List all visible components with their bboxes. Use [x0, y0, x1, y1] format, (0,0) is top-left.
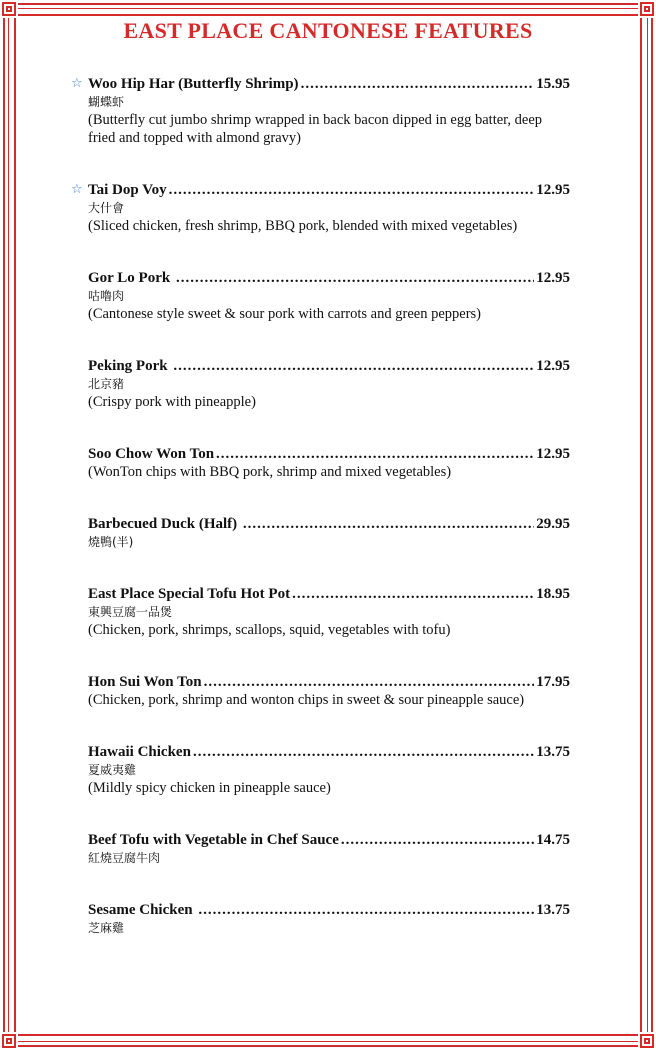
menu-item-line [88, 831, 570, 849]
menu-item-price: 13.75 [536, 902, 570, 918]
star-icon: ☆ [71, 182, 83, 197]
menu-item-chinese-name: 咕噜肉 [88, 289, 125, 303]
menu-item-line [88, 181, 570, 199]
menu-item-name: Beef Tofu with Vegetable in Chef Sauce [88, 832, 339, 848]
menu-item [88, 673, 570, 709]
menu-item-line [88, 269, 570, 287]
dot-leader [173, 357, 534, 375]
menu-item-chinese-name: 夏威夷雞 [88, 763, 137, 777]
menu-item-line [88, 357, 570, 375]
menu-item-line [88, 515, 570, 533]
menu-item-name: Gor Lo Pork [88, 270, 174, 286]
menu-item-price: 12.95 [536, 358, 570, 374]
menu-item-price: 14.75 [536, 832, 570, 848]
dot-leader [169, 181, 535, 199]
corner-ornament-bottom-right [638, 1032, 656, 1050]
dot-leader [176, 269, 534, 287]
dot-leader [198, 901, 534, 919]
menu-item-price: 17.95 [536, 674, 570, 690]
menu-item-description: (Crispy pork with pineapple) [88, 394, 256, 410]
menu-item-name: Hon Sui Won Ton [88, 674, 202, 690]
menu-item [88, 901, 570, 937]
menu-item [71, 181, 570, 235]
menu-item-description: (Cantonese style sweet & sour pork with carrots and green peppers) [88, 306, 481, 322]
menu-item-name: Peking Pork [88, 358, 172, 374]
menu-item-chinese-name: 紅燒豆腐牛肉 [88, 851, 161, 865]
menu-item-line [88, 585, 570, 603]
menu-item-chinese-name: 燒鴨(半) [88, 535, 134, 549]
menu-item-name: Woo Hip Har (Butterfly Shrimp) [88, 76, 299, 92]
menu-item-chinese-name: 蝴蝶虾 [88, 95, 125, 109]
dot-leader [292, 585, 534, 603]
menu-item-chinese-name: 大什會 [88, 201, 125, 215]
menu-item-chinese-name: 芝麻雞 [88, 921, 125, 935]
menu-item-description: (Chicken, pork, shrimp and wonton chips in sweet & sour pineapple sauce) [88, 692, 525, 708]
dot-leader [193, 743, 534, 761]
menu-item [88, 515, 570, 551]
menu-item-description: (Chicken, pork, shrimps, scallops, squid, vegetables with tofu) [88, 622, 451, 638]
menu-item-chinese-name: 東興豆腐一品煲 [88, 605, 173, 619]
menu-item-name: Hawaii Chicken [88, 744, 191, 760]
corner-ornament-top-right [638, 0, 656, 18]
dot-leader [204, 673, 535, 691]
menu-item [88, 743, 570, 797]
menu-item [88, 585, 570, 639]
menu-item-description: (Butterfly cut jumbo shrimp wrapped in back bacon dipped in egg batter, deep fried and topped with almond gravy) [88, 112, 543, 146]
menu-item-line [88, 75, 570, 93]
menu-item-price: 12.95 [536, 270, 570, 286]
menu-item-description: (Sliced chicken, fresh shrimp, BBQ pork, blended with mixed vegetables) [88, 218, 518, 234]
menu-item-line [88, 445, 570, 463]
menu-item-line [88, 743, 570, 761]
menu-item-name: East Place Special Tofu Hot Pot [88, 586, 291, 602]
menu-item-description: (Mildly spicy chicken in pineapple sauce) [88, 780, 331, 796]
dot-leader [216, 445, 534, 463]
menu-item-price: 18.95 [536, 586, 570, 602]
menu-item-description: (WonTon chips with BBQ pork, shrimp and mixed vegetables) [88, 464, 452, 480]
menu-item [88, 831, 570, 867]
dot-leader [243, 515, 534, 533]
menu-item-name: Soo Chow Won Ton [88, 446, 215, 462]
menu-item-price: 13.75 [536, 744, 570, 760]
menu-item-line [88, 673, 570, 691]
corner-ornament-top-left [0, 0, 18, 18]
menu-item-price: 15.95 [536, 76, 570, 92]
menu-item-price: 29.95 [536, 516, 570, 532]
menu-item-chinese-name: 北京豬 [88, 377, 125, 391]
menu-item-price: 12.95 [536, 446, 570, 462]
menu-list [71, 75, 570, 937]
menu-item [88, 357, 570, 411]
star-icon: ☆ [71, 76, 83, 91]
dot-leader [341, 831, 534, 849]
menu-item-line [88, 901, 570, 919]
page-title: EAST PLACE CANTONESE FEATURES [123, 18, 533, 43]
corner-ornament-bottom-left [0, 1032, 18, 1050]
dot-leader [301, 75, 535, 93]
menu-item-name: Tai Dop Voy [88, 182, 167, 198]
menu-item-name: Barbecued Duck (Half) [88, 516, 241, 532]
menu-item [88, 269, 570, 323]
menu-item-name: Sesame Chicken [88, 902, 197, 918]
menu-item [88, 445, 570, 481]
menu-item [71, 75, 570, 147]
menu-item-price: 12.95 [536, 182, 570, 198]
